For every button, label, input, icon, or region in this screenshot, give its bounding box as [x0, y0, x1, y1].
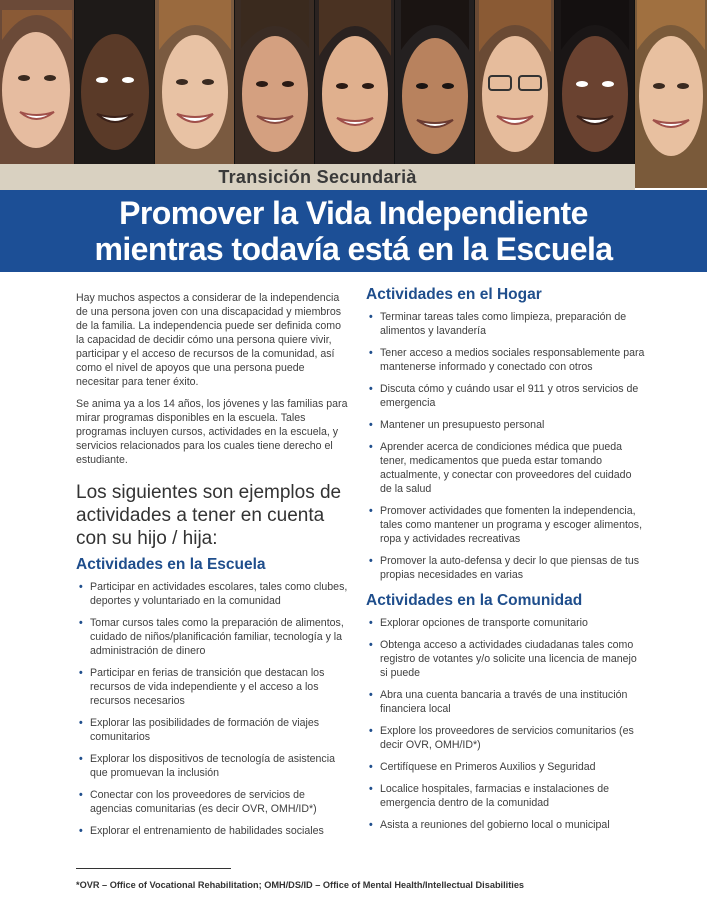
list-item-text: Explorar opciones de transporte comunitario	[380, 617, 588, 629]
lead-heading: Los siguientes son ejemplos de actividades a tener en cuenta con su hijo / hija:	[76, 482, 342, 549]
list-item-text: Aprender acerca de condiciones médica que pueda tener, medicamentos que pueda estar tomando actualmente, y conectar con proveedores del cuidado de la salud	[380, 441, 632, 495]
list-item	[76, 666, 348, 708]
section-heading-school: Actividades en la Escuela	[76, 556, 266, 573]
bullet-icon: •	[369, 689, 373, 701]
list-item	[366, 760, 646, 774]
list-item	[76, 616, 348, 658]
bullet-icon: •	[79, 667, 83, 679]
school-activities-list	[76, 580, 348, 838]
list-item-text: Promover la auto-defensa y decir lo que piensas de tus propias necesidades en varias	[380, 555, 640, 581]
list-item	[366, 688, 646, 716]
bullet-icon: •	[79, 617, 83, 629]
list-item-text: Obtenga acceso a actividades ciudadanas tales como registro de votantes y/o solicite una licencia de manejo si puede	[380, 639, 637, 679]
left-column	[76, 291, 348, 846]
list-item-text: Abra una cuenta bancaria a través de una institución financiera local	[380, 689, 628, 715]
face-photo	[475, 0, 555, 188]
list-item	[76, 580, 348, 608]
face-photo	[235, 0, 315, 188]
face-photo	[315, 0, 395, 188]
bullet-icon: •	[79, 581, 83, 593]
list-item-text: Explorar los dispositivos de tecnología de asistencia que promuevan la inclusión	[90, 753, 335, 779]
list-item-text: Explore los proveedores de servicios comunitarios (es decir OVR, OMH/ID*)	[380, 725, 634, 751]
face-photo	[635, 0, 707, 188]
list-item	[76, 788, 348, 816]
intro-paragraph: Hay muchos aspectos a considerar de la independencia de una persona joven con una discapacidad y miembros de la familia. La independencia puede ser definida como la capacidad de decidir cómo una persona quiere vivir, participar y el acceso de recursos de la comunidad, así como el nivel de apoyos que una persona puede necesitar para tener éxito.	[76, 292, 342, 388]
bullet-icon: •	[369, 819, 373, 831]
bullet-icon: •	[369, 505, 373, 517]
list-item	[366, 724, 646, 752]
list-item	[366, 818, 646, 832]
list-item	[76, 752, 348, 780]
bullet-icon: •	[369, 783, 373, 795]
list-item-text: Participar en actividades escolares, tales como clubes, deportes y voluntariado en la comunidad	[90, 581, 348, 607]
list-item	[366, 504, 646, 546]
list-item-text: Explorar las posibilidades de formación de viajes comunitarios	[90, 717, 320, 743]
bullet-icon: •	[369, 761, 373, 773]
section-heading-home: Actividades en el Hogar	[366, 286, 542, 303]
bullet-icon: •	[369, 441, 373, 453]
title-band	[0, 190, 707, 272]
right-column	[366, 286, 646, 840]
list-item	[366, 554, 646, 582]
list-item-text: Certifíquese en Primeros Auxilios y Seguridad	[380, 761, 596, 773]
face-photo	[0, 0, 75, 188]
list-item	[366, 346, 646, 374]
face-photo	[155, 0, 235, 188]
bullet-icon: •	[369, 617, 373, 629]
face-photo	[75, 0, 155, 188]
list-item	[366, 638, 646, 680]
bullet-icon: •	[79, 825, 83, 837]
bullet-icon: •	[369, 639, 373, 651]
bullet-icon: •	[79, 789, 83, 801]
bullet-icon: •	[369, 347, 373, 359]
list-item-text: Localice hospitales, farmacias e instalaciones de emergencia dentro de la comunidad	[380, 783, 610, 809]
footnote: *OVR – Office of Vocational Rehabilitation; OMH/DS/ID – Office of Mental Health/Intellectual Disabilities	[76, 880, 525, 890]
bullet-icon: •	[369, 419, 373, 431]
list-item-text: Participar en ferias de transición que destacan los recursos de vida independiente y el acceso a los recursos necesarios	[90, 667, 325, 707]
list-item	[366, 310, 646, 338]
list-item-text: Explorar el entrenamiento de habilidades sociales	[90, 825, 324, 837]
list-item-text: Terminar tareas tales como limpieza, preparación de alimentos y lavandería	[380, 311, 627, 337]
section-heading-community: Actividades en la Comunidad	[366, 592, 583, 609]
list-item-text: Asista a reuniones del gobierno local o municipal	[380, 819, 610, 831]
bullet-icon: •	[369, 383, 373, 395]
list-item-text: Mantener un presupuesto personal	[380, 419, 545, 431]
subtitle-bar	[0, 164, 635, 190]
list-item-text: Discuta cómo y cuándo usar el 911 y otros servicios de emergencia	[380, 383, 639, 409]
list-item	[366, 382, 646, 410]
list-item	[76, 716, 348, 744]
face-photo	[395, 0, 475, 188]
community-activities-list	[366, 616, 646, 832]
intro-paragraph: Se anima ya a los 14 años, los jóvenes y las familias para mirar programas disponibles en la escuela. Tales programas incluyen cursos, actividades en la escuela, y servicios relacionados para los cuales tiene derecho el estudiante.	[76, 398, 348, 466]
list-item	[366, 418, 646, 432]
page-title-line-2: mientras todavía está en la Escuela	[94, 231, 613, 267]
list-item	[76, 824, 348, 838]
list-item-text: Promover actividades que fomenten la independencia, tales como mantener un programa y escoger alimentos, ropa y actividades recreativas	[380, 505, 643, 545]
list-item	[366, 616, 646, 630]
home-activities-list	[366, 310, 646, 582]
bullet-icon: •	[369, 311, 373, 323]
list-item-text: Tener acceso a medios sociales responsablemente para mantenerse informado y conectado con otros	[380, 347, 645, 373]
list-item-text: Tomar cursos tales como la preparación de alimentos, cuidado de niños/planificación familiar, tecnología y la administración de dinero	[90, 617, 344, 657]
subtitle-text: Transición Secundarià	[218, 166, 417, 187]
bullet-icon: •	[79, 753, 83, 765]
photo-strip	[0, 0, 707, 188]
bullet-icon: •	[369, 555, 373, 567]
list-item	[366, 440, 646, 496]
bullet-icon: •	[79, 717, 83, 729]
footnote-divider	[76, 868, 231, 869]
page-title-line-1: Promover la Vida Independiente	[119, 195, 588, 231]
list-item-text: Conectar con los proveedores de servicios de agencias comunitarias (es decir OVR, OMH/ID*)	[90, 789, 317, 815]
bullet-icon: •	[369, 725, 373, 737]
list-item	[366, 782, 646, 810]
face-photo	[555, 0, 635, 188]
